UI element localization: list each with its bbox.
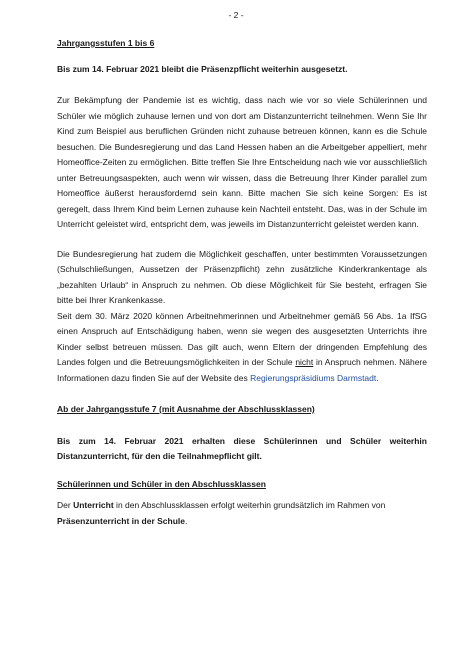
page-number: - 2 - (228, 10, 244, 20)
document-body (57, 36, 427, 529)
paragraph-sick-days: Die Bundesregierung hat zudem die Möglichkeit geschaffen, unter bestimmten Voraussetzungen (Schulschließungen, Aussetzen der Präsenzpflicht) zehn zusätzliche Kinderkrankentage als „bezahlten Urlaub“ in Anspruch zu nehmen. Ob diese Möglichkeit für Sie besteht, erfragen Sie bitte bei Ihrer Krankenkasse. (57, 248, 427, 305)
final-text-end: . (185, 515, 188, 526)
final-text-1: Der (57, 500, 74, 510)
section-heading-grades-1-6: Jahrgangsstufen 1 bis 6 (57, 38, 155, 48)
regierungspraesidium-link[interactable]: Regierungspräsidiums Darmstadt (250, 372, 377, 383)
compensation-text-a: Seit dem 30. März 2020 können Arbeitnehmerinnen und Arbeitnehmer gemäß 56 Abs. 1a IfSG einen Anspruch auf Entschädigung haben, wenn sie wegen des ausgesetzten Unterrichts ihre Kinder selbst betreuen müssen. Das gilt auch, wenn Eltern der dringenden Empfehlung des Landes folgen und die Betreuungsmöglichkeiten in der Schule (57, 310, 427, 367)
final-text-praesenz: Präsenzunterricht in der Schule (57, 515, 186, 526)
compensation-end: . (376, 372, 379, 383)
compensation-nicht: nicht (295, 357, 314, 367)
section-heading-final-classes: Schülerinnen und Schüler in den Abschlussklassen (57, 478, 266, 489)
section-lead-grades-1-6: Bis zum 14. Februar 2021 bleibt die Präsenzpflicht weiterhin ausgesetzt. (57, 63, 348, 74)
final-text-3: in den Abschlussklassen erfolgt weiterhin grundsätzlich im Rahmen von (113, 500, 386, 510)
final-text-unterricht: Unterricht (73, 500, 114, 510)
section-lead-grade-7: Bis zum 14. Februar 2021 erhalten diese Schülerinnen und Schüler weiterhin Distanzunterricht, für den die Teilnahmepflicht gilt. (57, 435, 427, 461)
paragraph-compensation (57, 309, 427, 387)
section-heading-grade-7: Ab der Jahrgangsstufe 7 (mit Ausnahme der Abschlussklassen) (57, 404, 315, 414)
paragraph-final-classes (57, 498, 427, 529)
paragraph-pandemic: Zur Bekämpfung der Pandemie ist es wichtig, dass nach wie vor so viele Schülerinnen und Schüler wie möglich zuhause lernen und von dort am Distanzunterricht teilnehmen. Wenn Sie Ihr Kind zum Beispiel aus beruflichen Gründen nicht zuhause betreuen können, kann es die Schule besuchen. Die Bundesregierung und das Land Hessen haben an die Arbeitgeber appelliert, mehr Homeoffice-Zeiten zu ermöglichen. Bitte treffen Sie Ihre Entscheidung nach wie vor ausschließlich unter Betreuungsaspekten, auch wenn wir wissen, dass die Betreuung Ihrer Kinder parallel zum Homeoffice äußerst herausfordernd sein kann. Bitte machen Sie sich keine Sorgen: Es ist geregelt, dass Ihrem Kind beim Lernen zuhause kein Nachteil entsteht. Das, was in der Schule im Unterricht geleistet wird, entspricht dem, was jeweils im Distanzunterricht geleistet werden kann. (57, 95, 427, 229)
compensation-text-b: in Anspruch nehmen. Nähere Informationen dazu finden Sie auf der Website des (57, 357, 427, 383)
